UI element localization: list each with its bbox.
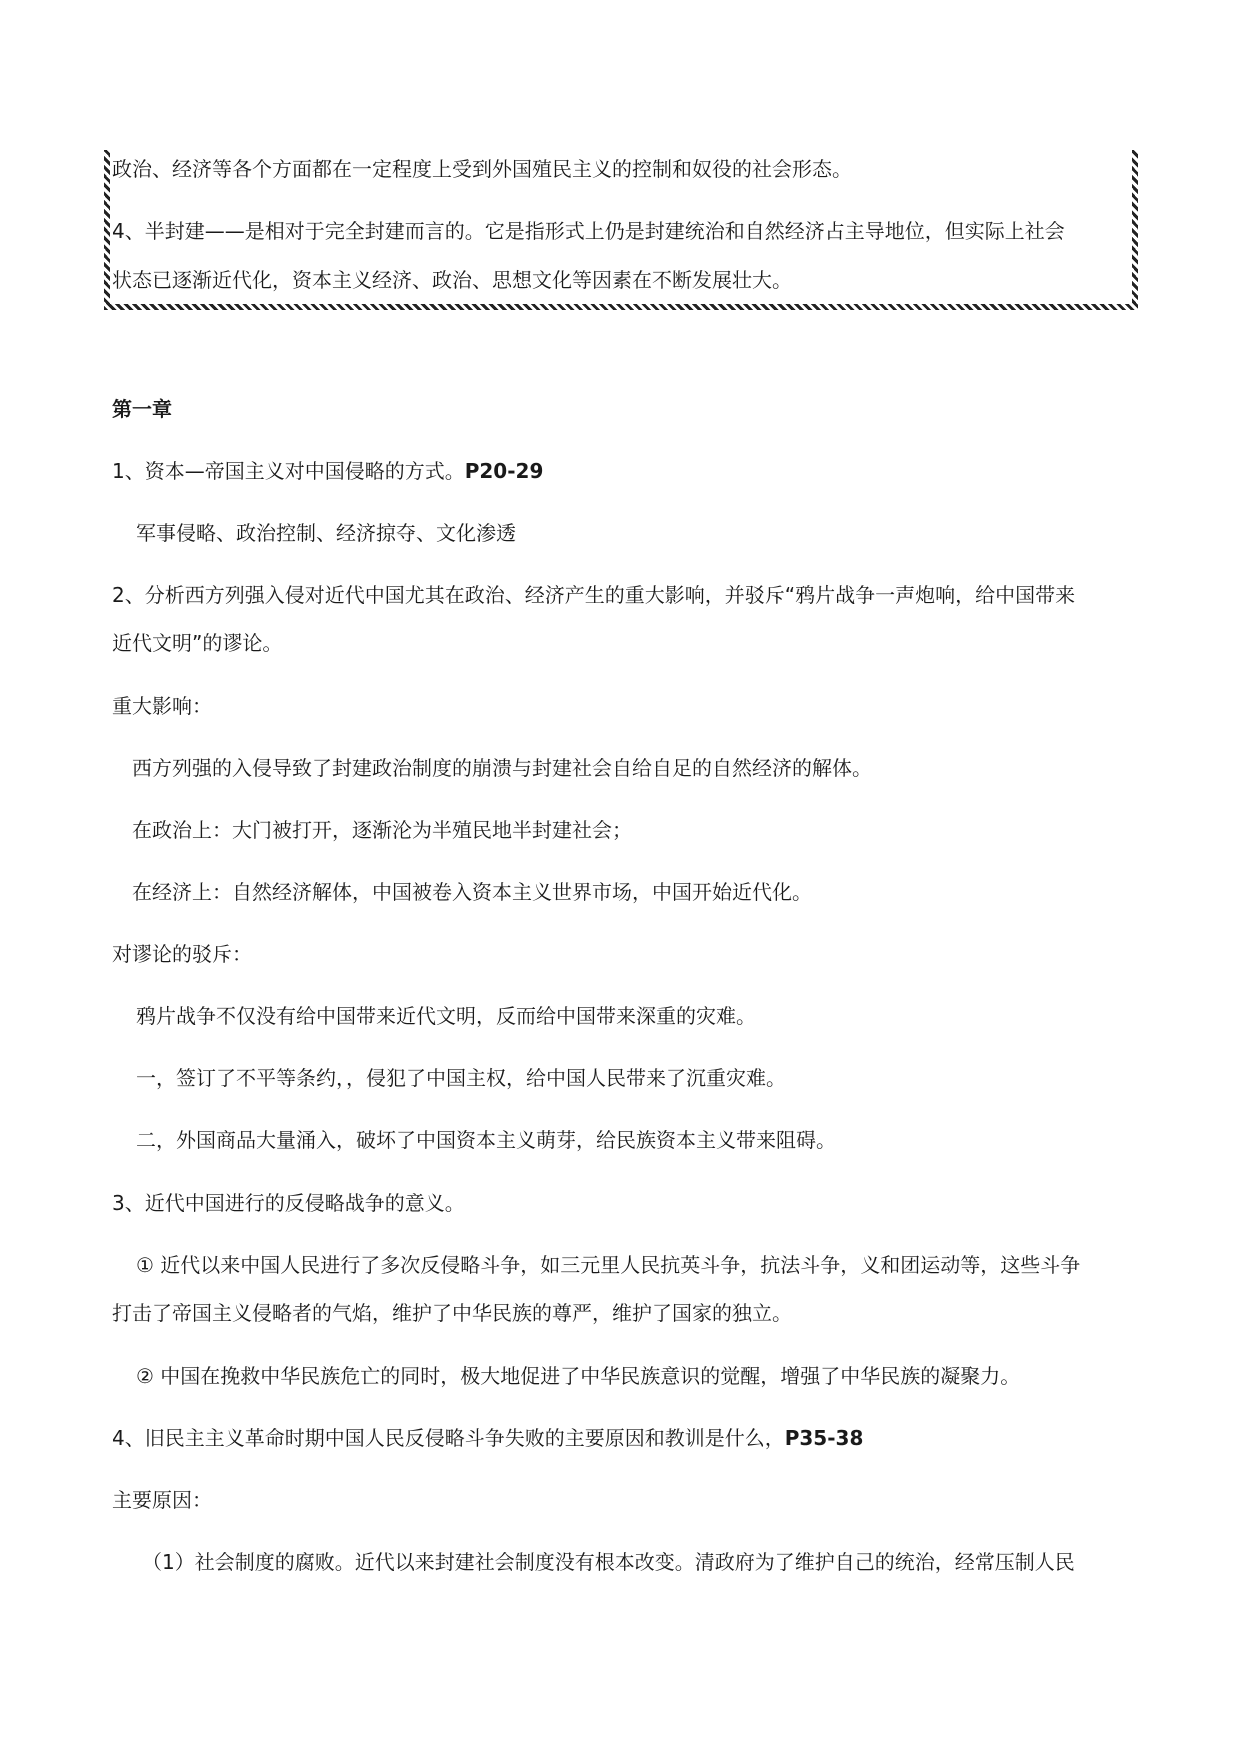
refute-heading: 对谬论的驳斥：	[112, 942, 252, 966]
impact-item-1: 西方列强的入侵导致了封建政治制度的崩溃与封建社会自给自足的自然经济的解体。	[132, 756, 872, 780]
question-3: 3、近代中国进行的反侵略战争的意义。	[112, 1191, 465, 1215]
question-1-answer: 军事侵略、政治控制、经济掠夺、文化渗透	[136, 521, 516, 545]
question-4-text: 4、旧民主主义革命时期中国人民反侵略斗争失败的主要原因和教训是什么，	[112, 1426, 785, 1450]
question-4	[112, 1423, 863, 1453]
chapter-title: 第一章	[112, 397, 172, 421]
question-3-answer-1-line-1: ① 近代以来中国人民进行了多次反侵略斗争，如三元里人民抗英斗争，抗法斗争，义和团运动等，这些斗争	[136, 1253, 1081, 1277]
impact-item-2: 在政治上：大门被打开，逐渐沦为半殖民地半封建社会；	[132, 818, 632, 842]
question-3-answer-1-line-2: 打击了帝国主义侵略者的气焰，维护了中华民族的尊严，维护了国家的独立。	[112, 1301, 792, 1325]
question-4-page-ref: P35-38	[784, 1426, 864, 1450]
question-1	[112, 456, 543, 486]
question-2-line-1: 2、分析西方列强入侵对近代中国尤其在政治、经济产生的重大影响，并驳斥“鸦片战争一声炮响，给中国带来	[112, 583, 1076, 607]
cause-item-1: （1）社会制度的腐败。近代以来封建社会制度没有根本改变。清政府为了维护自己的统治，经常压制人民	[142, 1550, 1075, 1574]
box-text-line-2: 4、半封建——是相对于完全封建而言的。它是指形式上仍是封建统治和自然经济占主导地位，但实际上社会	[112, 219, 1065, 243]
question-1-text: 1、资本—帝国主义对中国侵略的方式。	[112, 459, 465, 483]
question-2-line-2: 近代文明”的谬论。	[112, 631, 283, 655]
question-1-page-ref: P20-29	[464, 459, 544, 483]
refute-item-3: 二，外国商品大量涌入，破坏了中国资本主义萌芽，给民族资本主义带来阻碍。	[136, 1128, 836, 1152]
question-3-answer-2: ② 中国在挽救中华民族危亡的同时，极大地促进了中华民族意识的觉醒，增强了中华民族的凝聚力。	[136, 1364, 1021, 1388]
impact-item-3: 在经济上：自然经济解体，中国被卷入资本主义世界市场，中国开始近代化。	[132, 880, 812, 904]
refute-item-2: 一，签订了不平等条约，，侵犯了中国主权，给中国人民带来了沉重灾难。	[136, 1066, 786, 1090]
box-text-line-1: 政治、经济等各个方面都在一定程度上受到外国殖民主义的控制和奴役的社会形态。	[112, 157, 852, 181]
box-text-line-3: 状态已逐渐近代化，资本主义经济、政治、思想文化等因素在不断发展壮大。	[112, 268, 792, 292]
refute-item-1: 鸦片战争不仅没有给中国带来近代文明，反而给中国带来深重的灾难。	[136, 1004, 756, 1028]
cause-heading: 主要原因：	[112, 1488, 212, 1512]
impact-heading: 重大影响：	[112, 694, 212, 718]
